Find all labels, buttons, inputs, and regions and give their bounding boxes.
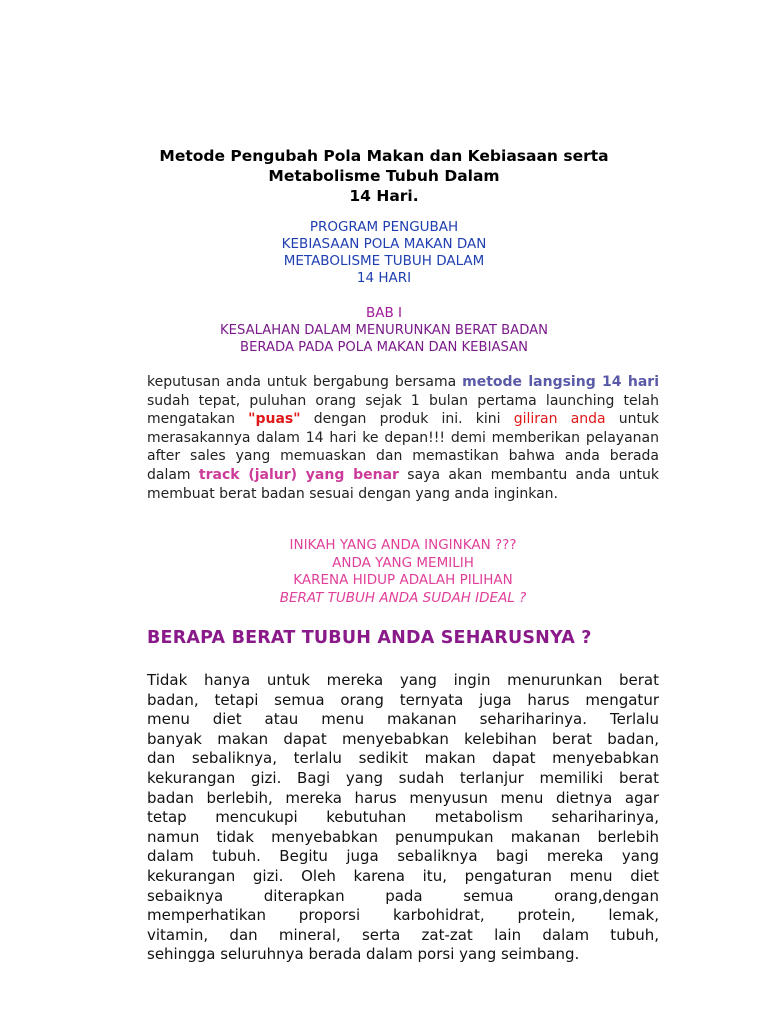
program-line-2: KEBIASAAN POLA MAKAN DAN	[281, 236, 487, 252]
body-line: sebaiknya diterapkan pada semua orang,dengan	[147, 886, 659, 905]
body-line: badan berlebih, mereka harus menyusun menu dietnya agar	[147, 788, 659, 807]
chapter-subtitle	[120, 322, 648, 356]
body-line: tetap mencukupi kebutuhan metabolism sehariharinya,	[147, 808, 659, 827]
section-heading: BERAPA BERAT TUBUH ANDA SEHARUSNYA ?	[147, 628, 592, 648]
body-line: kekurangan gizi. Bagi yang sudah terlanjur memiliki berat	[147, 768, 659, 787]
title-line-2: Metabolisme Tubuh Dalam	[268, 167, 500, 185]
body-line: banyak makan dapat menyebabkan kelebihan berat badan,	[147, 729, 659, 748]
body-line: memperhatikan proporsi karbohidrat, protein, lemak,	[147, 906, 659, 925]
intro-text-2: sudah tepat, puluhan orang sejak 1 bulan pertama launching telah mengatakan	[147, 392, 659, 428]
program-line-1: PROGRAM PENGUBAH	[309, 219, 459, 235]
body-line: kekurangan gizi. Oleh karena itu, pengaturan menu diet	[147, 866, 659, 885]
intro-text-3: dengan produk ini. kini	[300, 411, 514, 428]
intro-text-4: untuk merasakannya dalam 14 hari ke depan!!! demi memberikan pelayanan after sales yang memuaskan dan memastikan bahwa anda berada dalam	[147, 411, 660, 483]
question-line-4: BERAT TUBUH ANDA SUDAH IDEAL ?	[279, 589, 527, 606]
intro-highlight-puas: "puas"	[248, 411, 301, 428]
chapter-subtitle-line-1: KESALAHAN DALAM MENURUNKAN BERAT BADAN	[220, 323, 548, 338]
chapter-label: BAB I	[365, 305, 403, 321]
intro-highlight-track: track (jalur) yang benar	[198, 466, 399, 483]
title-line-1: Metode Pengubah Pola Makan dan Kebiasaan serta	[159, 147, 609, 165]
body-line: dan sebaliknya, terlalu sedikit makan dapat menyebabkan	[147, 749, 659, 768]
program-line-4: 14 HARI	[356, 270, 412, 286]
question-line-2: ANDA YANG MEMILIH	[332, 554, 474, 571]
title-line-3: 14 Hari.	[349, 187, 419, 205]
body-line: vitamin, dan mineral, serta zat-zat lain dalam tubuh,	[147, 925, 659, 944]
question-block	[147, 537, 659, 607]
body-paragraph	[147, 671, 659, 965]
chapter-subtitle-line-2: BERADA PADA POLA MAKAN DAN KEBIASAN	[240, 340, 528, 355]
document-title	[120, 146, 648, 206]
intro-highlight-giliran: giliran anda	[513, 411, 606, 428]
intro-text-1: keputusan anda untuk bergabung bersama	[147, 374, 463, 390]
body-line: sehingga seluruhnya berada dalam porsi yang seimbang.	[147, 945, 580, 964]
program-line-3: METABOLISME TUBUH DALAM	[283, 253, 485, 269]
question-line-1: INIKAH YANG ANDA INGINKAN ???	[289, 537, 517, 553]
program-heading	[120, 219, 648, 287]
intro-highlight-method: metode langsing 14 hari	[462, 374, 659, 390]
intro-text-5: saya akan membantu anda untuk membuat berat badan sesuai dengan yang anda inginkan.	[147, 466, 660, 502]
body-line: namun tidak menyebabkan penumpukan makanan berlebih	[147, 827, 659, 846]
body-line: Tidak hanya untuk mereka yang ingin menurunkan berat	[147, 671, 659, 689]
body-line: dalam tubuh. Begitu juga sebaliknya bagi mereka yang	[147, 847, 659, 866]
body-line: menu diet atau menu makanan sehariharinya. Terlalu	[147, 710, 659, 729]
question-line-3: KARENA HIDUP ADALAH PILIHAN	[293, 572, 513, 588]
intro-paragraph	[147, 373, 659, 503]
body-line: badan, tetapi semua orang ternyata juga harus mengatur	[147, 690, 659, 709]
